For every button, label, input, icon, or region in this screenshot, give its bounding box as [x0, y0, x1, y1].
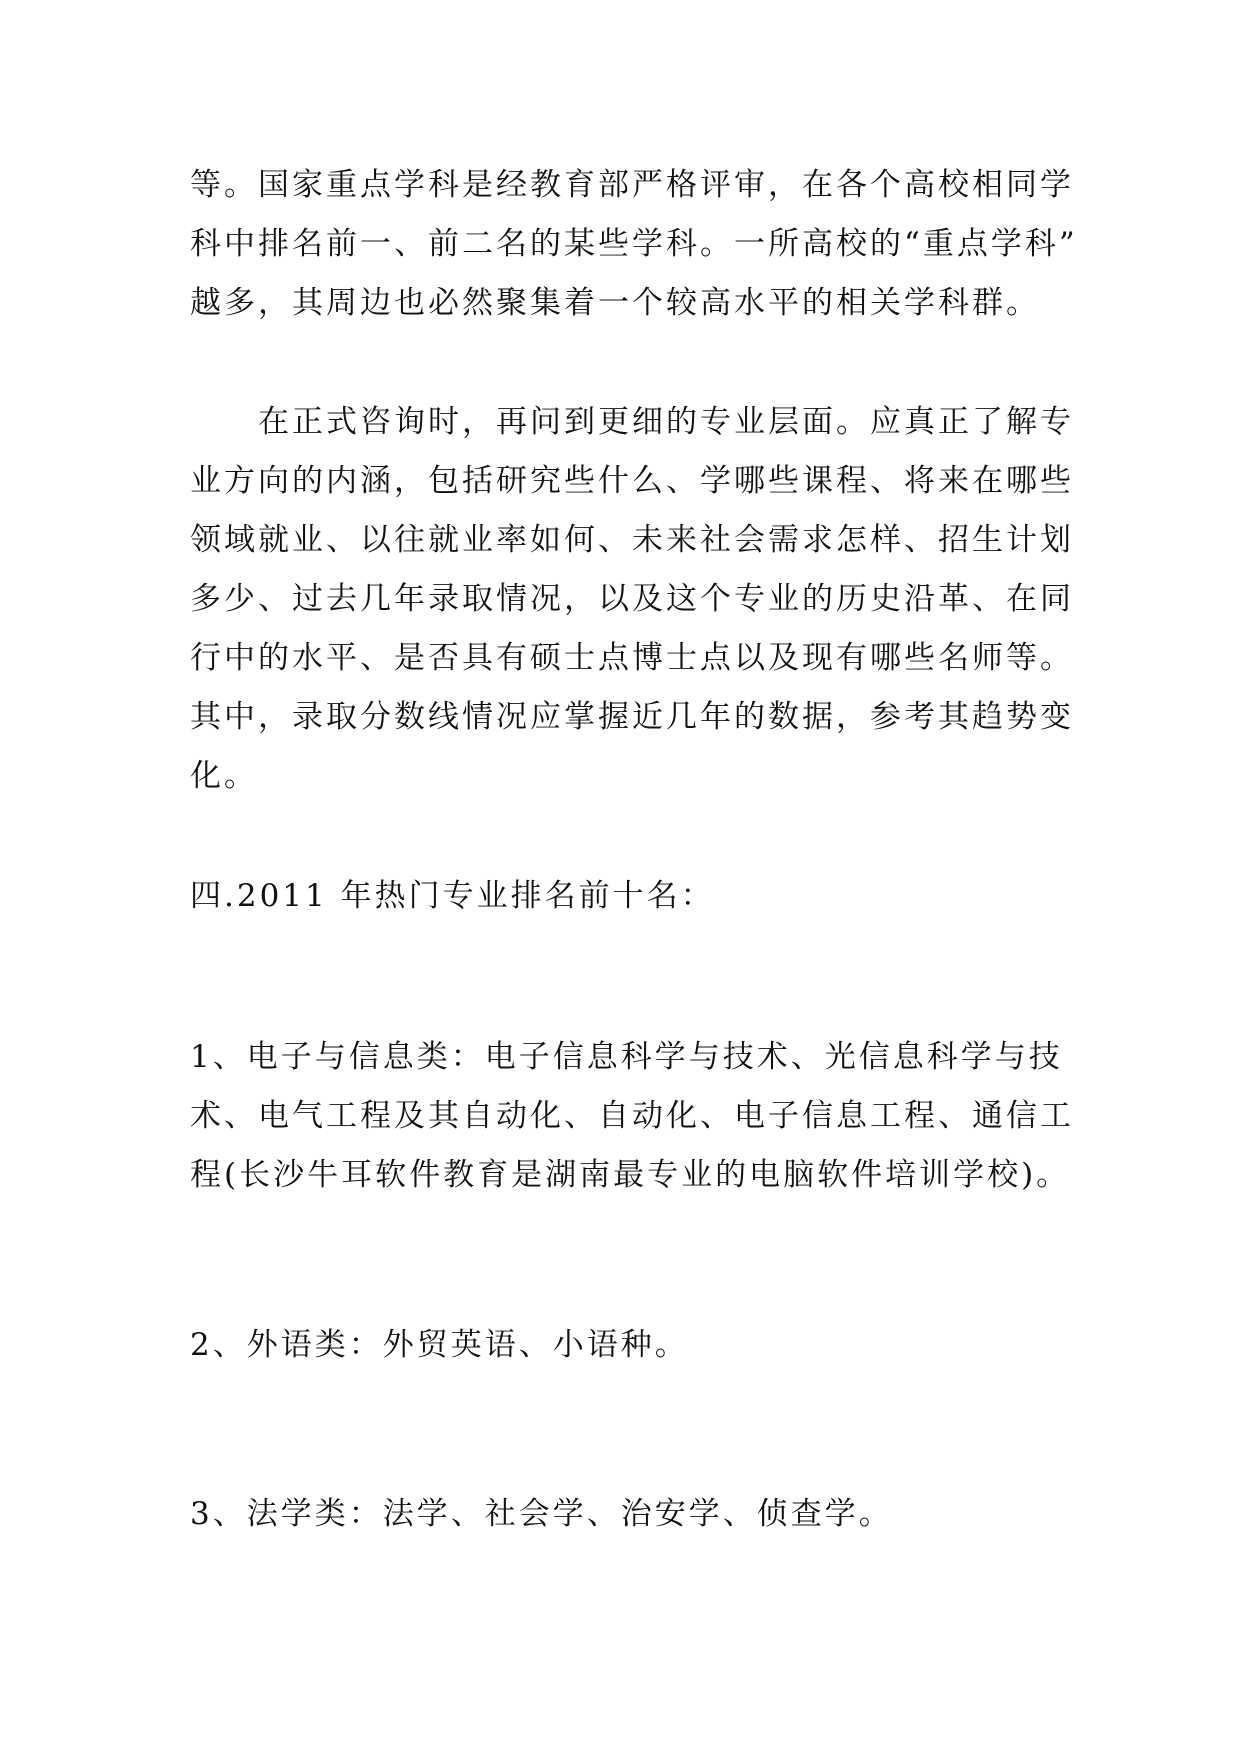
paragraph-line: 领域就业、以往就业率如何、未来社会需求怎样、招生计划 [190, 522, 1074, 558]
paragraph-line: 科中排名前一、前二名的某些学科。一所高校的“重点学科” [190, 226, 1078, 262]
list-item-line: 1、电子与信息类：电子信息科学与技术、光信息科学与技 [190, 1039, 1063, 1075]
list-item-line: 术、电气工程及其自动化、自动化、电子信息工程、通信工 [190, 1098, 1074, 1134]
paragraph-line: 越多，其周边也必然聚集着一个较高水平的相关学科群。 [190, 285, 1040, 321]
paragraph-line: 其中，录取分数线情况应掌握近几年的数据，参考其趋势变 [190, 699, 1074, 735]
section-heading: 四.2011 年热门专业排名前十名： [190, 878, 715, 914]
paragraph-line: 等。国家重点学科是经教育部严格评审，在各个高校相同学 [190, 167, 1074, 203]
paragraph-line: 多少、过去几年录取情况，以及这个专业的历史沿革、在同 [190, 581, 1074, 617]
list-item-line: 程(长沙牛耳软件教育是湖南最专业的电脑软件培训学校)。 [190, 1157, 1071, 1193]
paragraph-line: 业方向的内涵，包括研究些什么、学哪些课程、将来在哪些 [190, 463, 1074, 499]
list-item-line: 2、外语类：外贸英语、小语种。 [190, 1327, 689, 1363]
paragraph-line: 化。 [190, 758, 258, 794]
paragraph-line: 行中的水平、是否具有硕士点博士点以及现有哪些名师等。 [190, 640, 1074, 676]
list-item-line: 3、法学类：法学、社会学、治安学、侦查学。 [190, 1496, 893, 1532]
paragraph-line: 在正式咨询时，再问到更细的专业层面。应真正了解专 [190, 404, 1074, 440]
